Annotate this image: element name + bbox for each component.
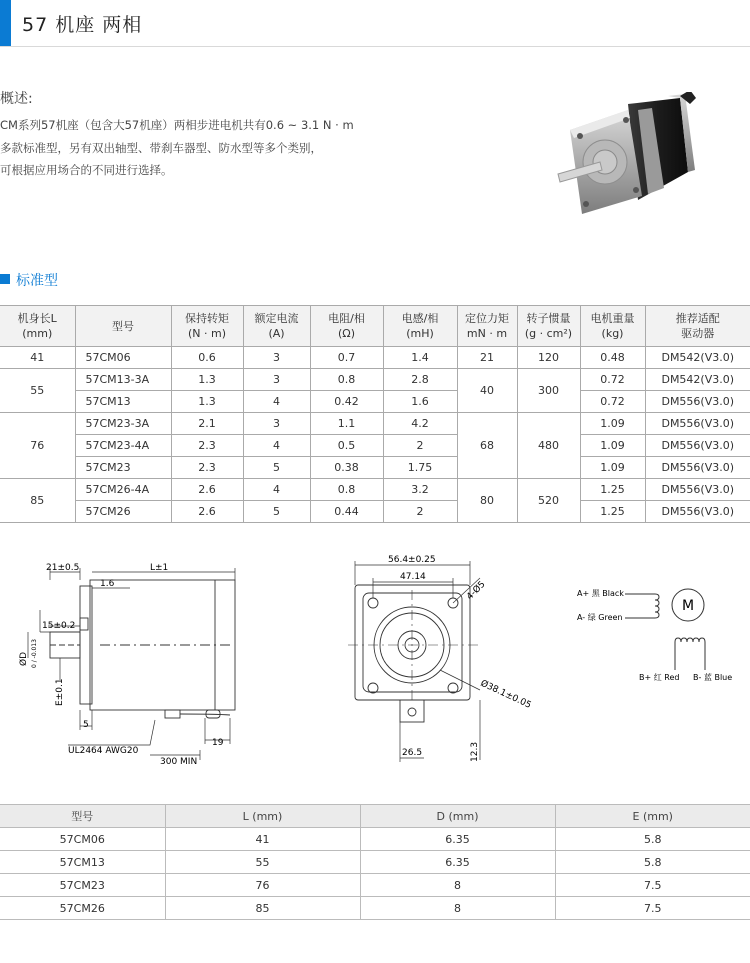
cell-inertia: 300 — [517, 369, 580, 413]
cable-spec: UL2464 AWG20 — [68, 746, 139, 756]
cell-resistance: 0.38 — [310, 457, 383, 479]
cell-model: 57CM23-4A — [75, 435, 171, 457]
cell-model: 57CM06 — [75, 347, 171, 369]
dim-12-3: 12.3 — [470, 741, 480, 762]
dim-47-14: 47.14 — [400, 572, 426, 582]
cell-inductance: 4.2 — [383, 413, 457, 435]
cell-driver: DM556(V3.0) — [645, 457, 750, 479]
cell-model: 57CM06 — [0, 828, 165, 851]
cell-inductance: 3.2 — [383, 479, 457, 501]
cell-weight: 0.72 — [580, 391, 645, 413]
cell-torque: 2.3 — [171, 457, 243, 479]
cell-length: 85 — [0, 479, 75, 523]
col-header: 转子惯量 (g · cm²) — [517, 306, 580, 347]
col-header: 型号 — [0, 805, 165, 828]
cell-driver: DM542(V3.0) — [645, 347, 750, 369]
cell-D: 6.35 — [360, 851, 555, 874]
cell-weight: 1.09 — [580, 413, 645, 435]
front-view-drawing — [330, 550, 540, 775]
table-row — [0, 828, 750, 851]
table-row — [0, 391, 750, 413]
cell-length: 55 — [0, 369, 75, 413]
col-header: 额定电流 (A) — [243, 306, 310, 347]
cell-resistance: 0.44 — [310, 501, 383, 523]
dimension-table — [0, 804, 750, 920]
cell-weight: 1.09 — [580, 457, 645, 479]
cell-model: 57CM23 — [75, 457, 171, 479]
dim-L: L±1 — [150, 563, 169, 573]
cell-inductance: 1.4 — [383, 347, 457, 369]
cell-resistance: 1.1 — [310, 413, 383, 435]
col-header: 机身长L (mm) — [0, 306, 75, 347]
cell-driver: DM556(V3.0) — [645, 391, 750, 413]
section-marker — [0, 274, 10, 284]
wire-a-plus: A+ 黑 Black — [577, 589, 624, 598]
cell-model: 57CM26 — [0, 897, 165, 920]
cell-torque: 0.6 — [171, 347, 243, 369]
cell-current: 5 — [243, 501, 310, 523]
table-row — [0, 874, 750, 897]
cell-inductance: 1.75 — [383, 457, 457, 479]
coil-b — [675, 638, 705, 642]
cell-weight: 0.48 — [580, 347, 645, 369]
cell-torque: 1.3 — [171, 369, 243, 391]
col-header: E (mm) — [555, 805, 750, 828]
table-row — [0, 435, 750, 457]
cell-driver: DM556(V3.0) — [645, 435, 750, 457]
spec-table — [0, 305, 750, 523]
col-header: 电阻/相 (Ω) — [310, 306, 383, 347]
cell-inertia: 480 — [517, 413, 580, 479]
motor-symbol-label: M — [681, 598, 695, 614]
cell-inductance: 1.6 — [383, 391, 457, 413]
wire-a-minus: A- 绿 Green — [577, 613, 623, 622]
section-title: 标准型 — [16, 273, 58, 289]
cell-detent: 68 — [457, 413, 517, 479]
overview-line: CM系列57机座（包含大57机座）两相步进电机共有0.6 ~ 3.1 N · m — [0, 118, 354, 132]
cell-detent: 80 — [457, 479, 517, 523]
dim-15: 15±0.2 — [42, 621, 76, 631]
dim-hole: 4-Ø5 — [465, 579, 488, 603]
cell-E: 5.8 — [555, 828, 750, 851]
cell-resistance: 0.5 — [310, 435, 383, 457]
table-row — [0, 851, 750, 874]
dim-56-4: 56.4±0.25 — [388, 555, 436, 565]
overview-line: 多款标准型，另有双出轴型、带刹车器型、防水型等多个类别， — [0, 141, 322, 155]
overview-line: 可根据应用场合的不同进行选择。 — [0, 163, 173, 177]
cell-model: 57CM13 — [0, 851, 165, 874]
table-row — [0, 369, 750, 391]
cell-torque: 2.1 — [171, 413, 243, 435]
cell-current: 4 — [243, 435, 310, 457]
cell-detent: 40 — [457, 369, 517, 413]
cell-weight: 1.25 — [580, 501, 645, 523]
col-header: 定位力矩 mN · m — [457, 306, 517, 347]
dim-300-min: 300 MIN — [160, 757, 198, 767]
cell-current: 3 — [243, 413, 310, 435]
dim-E: E±0.1 — [55, 678, 65, 706]
cell-inertia: 120 — [517, 347, 580, 369]
cell-weight: 1.25 — [580, 479, 645, 501]
coil-a — [655, 594, 659, 618]
cell-torque: 2.3 — [171, 435, 243, 457]
dim-26-5: 26.5 — [402, 748, 423, 758]
cell-model: 57CM26 — [75, 501, 171, 523]
cell-length: 41 — [0, 347, 75, 369]
cell-model: 57CM13 — [75, 391, 171, 413]
cell-E: 7.5 — [555, 874, 750, 897]
cell-D: 8 — [360, 897, 555, 920]
col-header: L (mm) — [165, 805, 360, 828]
cell-torque: 2.6 — [171, 479, 243, 501]
cell-weight: 1.09 — [580, 435, 645, 457]
cell-current: 4 — [243, 479, 310, 501]
table-row — [0, 897, 750, 920]
table-row — [0, 457, 750, 479]
cell-length: 76 — [0, 413, 75, 479]
cell-model: 57CM23 — [0, 874, 165, 897]
dim-5: 5 — [83, 720, 89, 730]
cell-resistance: 0.8 — [310, 479, 383, 501]
cell-torque: 2.6 — [171, 501, 243, 523]
cell-current: 3 — [243, 369, 310, 391]
cell-inertia: 520 — [517, 479, 580, 523]
dim-19: 19 — [212, 738, 224, 748]
cell-E: 7.5 — [555, 897, 750, 920]
title-accent — [0, 0, 11, 46]
cell-L: 76 — [165, 874, 360, 897]
cell-inductance: 2 — [383, 501, 457, 523]
cell-driver: DM556(V3.0) — [645, 479, 750, 501]
cell-current: 5 — [243, 457, 310, 479]
cell-D: 6.35 — [360, 828, 555, 851]
spec-header-row — [0, 306, 750, 347]
col-header: D (mm) — [360, 805, 555, 828]
cell-driver: DM556(V3.0) — [645, 413, 750, 435]
dim-D: ØD — [19, 651, 29, 666]
cell-E: 5.8 — [555, 851, 750, 874]
cell-model: 57CM13-3A — [75, 369, 171, 391]
dim-1-6: 1.6 — [100, 579, 115, 589]
table-row — [0, 347, 750, 369]
cell-weight: 0.72 — [580, 369, 645, 391]
motor-photo — [550, 92, 700, 217]
cell-resistance: 0.7 — [310, 347, 383, 369]
wire-b-minus: B- 蓝 Blue — [693, 673, 733, 682]
cell-D: 8 — [360, 874, 555, 897]
table-row — [0, 413, 750, 435]
side-view-drawing — [0, 550, 300, 775]
table-row — [0, 501, 750, 523]
col-header: 保持转矩 (N · m) — [171, 306, 243, 347]
wire-b-plus: B+ 红 Red — [639, 673, 680, 682]
cell-current: 3 — [243, 347, 310, 369]
dim-21: 21±0.5 — [46, 563, 80, 573]
cell-current: 4 — [243, 391, 310, 413]
dim-38-1: Ø38.1±0.05 — [478, 678, 533, 711]
cell-detent: 21 — [457, 347, 517, 369]
overview-label: 概述: — [0, 91, 33, 107]
col-header: 电感/相 (mH) — [383, 306, 457, 347]
cell-model: 57CM26-4A — [75, 479, 171, 501]
col-header: 推荐适配 驱动器 — [645, 306, 750, 347]
col-header: 电机重量 (kg) — [580, 306, 645, 347]
cell-L: 55 — [165, 851, 360, 874]
col-header: 型号 — [75, 306, 171, 347]
cell-L: 85 — [165, 897, 360, 920]
table-row — [0, 479, 750, 501]
cell-driver: DM542(V3.0) — [645, 369, 750, 391]
page-title: 57 机座 两相 — [22, 14, 143, 36]
cell-inductance: 2.8 — [383, 369, 457, 391]
cell-torque: 1.3 — [171, 391, 243, 413]
cell-inductance: 2 — [383, 435, 457, 457]
cell-resistance: 0.42 — [310, 391, 383, 413]
cell-driver: DM556(V3.0) — [645, 501, 750, 523]
dim-header-row — [0, 805, 750, 828]
wiring-diagram — [575, 580, 750, 690]
cell-resistance: 0.8 — [310, 369, 383, 391]
cell-L: 41 — [165, 828, 360, 851]
cell-model: 57CM23-3A — [75, 413, 171, 435]
dim-D-tolerance: 0 / -0.013 — [31, 639, 38, 668]
